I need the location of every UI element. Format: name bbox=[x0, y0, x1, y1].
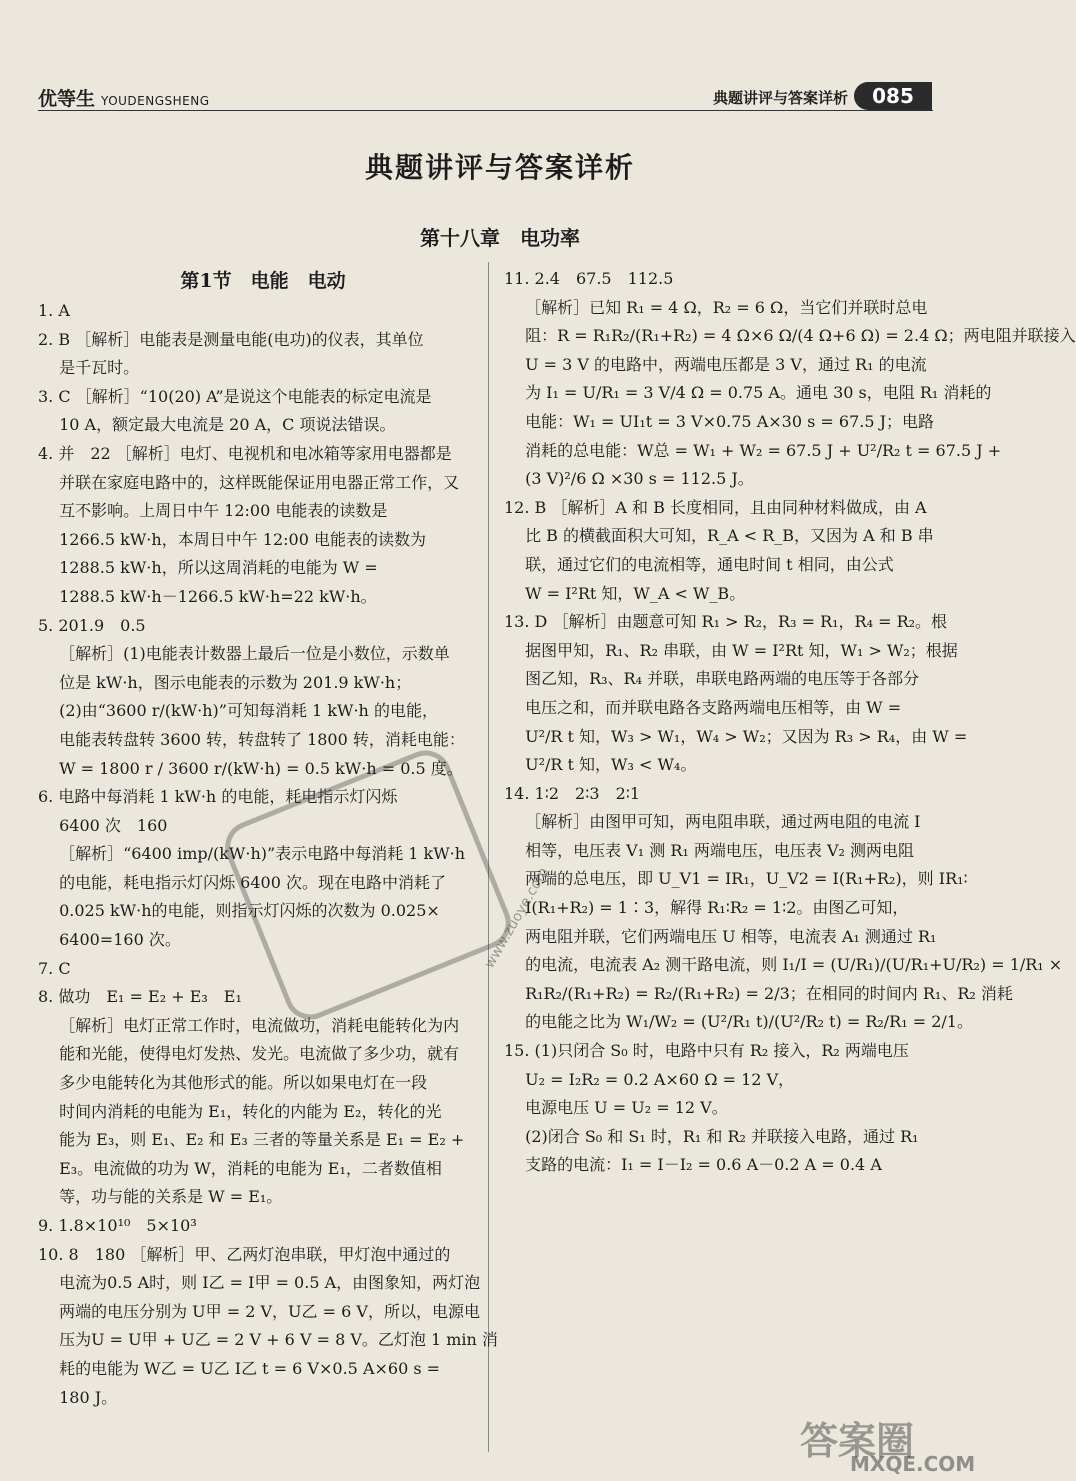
answer-line: 14. 1∶2 2∶3 2∶1 bbox=[504, 783, 641, 803]
watermark-url: MXQE.COM bbox=[850, 1452, 976, 1476]
answer-line: 6. 电路中每消耗 1 kW·h 的电能，耗电指示灯闪烁 bbox=[38, 787, 398, 807]
answer-line: R₁R₂/(R₁+R₂) = R₂/(R₁+R₂) = 2/3；在相同的时间内 R₁、R₂ 消耗 bbox=[504, 983, 1013, 1003]
answer-line: W = 1800 r / 3600 r/(kW·h) = 0.5 kW·h = 0.5 度。 bbox=[38, 758, 463, 778]
brand-name-en: YOUDENGSHENG bbox=[101, 94, 210, 108]
answer-line: 10 A，额定最大电流是 20 A，C 项说法错误。 bbox=[38, 415, 396, 435]
answer-line: 两端的总电压，即 U_V1 = IR₁，U_V2 = I(R₁+R₂)，则 IR₁∶ bbox=[504, 869, 968, 889]
answer-line: 比 B 的横截面积大可知，R_A < R_B，又因为 A 和 B 串 bbox=[504, 526, 934, 546]
answer-line: 5. 201.9 0.5 bbox=[38, 615, 146, 635]
answer-line: 的电流，电流表 A₂ 测干路电流，则 I₁/I = (U/R₁)/(U/R₁+U/R₂) = 1/R₁ × bbox=[504, 955, 1063, 975]
watermark-brand: 答案圈 bbox=[800, 1419, 915, 1463]
brand-logo bbox=[38, 84, 210, 111]
answer-line: 4. 并 22 ［解析］电灯、电视机和电冰箱等家用电器都是 bbox=[38, 443, 452, 463]
answer-line: 阻：R = R₁R₂/(R₁+R₂) = 4 Ω×6 Ω/(4 Ω+6 Ω) = 2.4 Ω；两电阻并联接入 bbox=[504, 326, 1076, 346]
answer-line: ［解析］已知 R₁ = 4 Ω，R₂ = 6 Ω，当它们并联时总电 bbox=[504, 297, 928, 317]
answer-line: ［解析］由图甲可知，两电阻串联，通过两电阻的电流 I bbox=[504, 812, 921, 832]
header-divider bbox=[38, 110, 933, 111]
answer-line: 1266.5 kW·h，本周日中午 12:00 电能表的读数为 bbox=[38, 529, 426, 549]
answer-line: 7. C bbox=[38, 958, 71, 978]
answer-line: U²/R t 知，W₃ < W₄。 bbox=[504, 755, 697, 775]
brand-name: 优等生 bbox=[38, 88, 96, 110]
answer-line: U₂ = I₂R₂ = 0.2 A×60 Ω = 12 V， bbox=[504, 1069, 795, 1089]
answer-line: 等，功与能的关系是 W = E₁。 bbox=[38, 1187, 283, 1207]
answer-line: U²/R t 知，W₃ > W₁，W₄ > W₂；又因为 R₃ > R₄，由 W = bbox=[504, 726, 968, 746]
page-header bbox=[38, 84, 960, 110]
answer-line: 13. D ［解析］由题意可知 R₁ > R₂，R₃ = R₁，R₄ = R₂。根 bbox=[504, 612, 948, 632]
answer-line: 图乙知，R₃、R₄ 并联，串联电路两端的电压等于各部分 bbox=[504, 669, 920, 689]
answer-line: 0.025 kW·h的电能，则指示灯闪烁的次数为 0.025× bbox=[38, 901, 440, 921]
answer-line: W = I²Rt 知，W_A < W_B。 bbox=[504, 583, 746, 603]
answer-line: 2. B ［解析］电能表是测量电能(电功)的仪表，其单位 bbox=[38, 329, 424, 349]
answer-line: (2)闭合 S₀ 和 S₁ 时，R₁ 和 R₂ 并联接入电路，通过 R₁ bbox=[504, 1126, 919, 1146]
answer-line: 联，通过它们的电流相等，通电时间 t 相同，由公式 bbox=[504, 554, 894, 574]
answer-line: 消耗的总电能：W总 = W₁ + W₂ = 67.5 J + U²/R₂ t = 67.5 J + bbox=[504, 440, 1002, 460]
answer-line: 时间内消耗的电能为 E₁，转化的内能为 E₂，转化的光 bbox=[38, 1101, 442, 1121]
right-column bbox=[504, 265, 1076, 1180]
answer-line: 8. 做功 E₁ = E₂ + E₃ E₁ bbox=[38, 987, 242, 1007]
answer-line: 两端的电压分别为 U甲 = 2 V，U乙 = 6 V，所以，电源电 bbox=[38, 1301, 480, 1321]
answer-line: 的电能之比为 W₁/W₂ = (U²/R₁ t)/(U²/R₂ t) = R₂/R₁ = 2/1。 bbox=[504, 1012, 973, 1032]
answer-line: 互不影响。上周日中午 12:00 电能表的读数是 bbox=[38, 501, 388, 521]
answer-line: 支路的电流：I₁ = I－I₂ = 0.6 A－0.2 A = 0.4 A bbox=[504, 1155, 882, 1175]
answer-line: ［解析］“6400 imp/(kW·h)”表示电路中每消耗 1 kW·h bbox=[38, 844, 466, 864]
answer-line: 3. C ［解析］“10(20) A”是说这个电能表的标定电流是 bbox=[38, 386, 432, 406]
answer-line: (2)由“3600 r/(kW·h)”可知每消耗 1 kW·h 的电能， bbox=[38, 701, 438, 721]
answer-line: 1288.5 kW·h－1266.5 kW·h=22 kW·h。 bbox=[38, 586, 377, 606]
answer-line: 电能：W₁ = UI₁t = 3 V×0.75 A×30 s = 67.5 J；电路 bbox=[504, 411, 935, 431]
chapter-title: 第十八章 电功率 bbox=[420, 226, 580, 250]
answer-line: 11. 2.4 67.5 112.5 bbox=[504, 269, 674, 288]
answer-line: 的电能，耗电指示灯闪烁 6400 次。现在电路中消耗了 bbox=[38, 872, 446, 892]
header-title: 典题讲评与答案详析 bbox=[712, 89, 848, 107]
page-title: 典题讲评与答案详析 bbox=[364, 151, 635, 184]
answer-line: 180 J。 bbox=[38, 1387, 118, 1407]
answer-line: 压为U = U甲 + U乙 = 2 V + 6 V = 8 V。乙灯泡 1 min 消 bbox=[38, 1330, 498, 1350]
answer-line: 6400=160 次。 bbox=[38, 930, 181, 950]
answer-line: 电能表转盘转 3600 转，转盘转了 1800 转，消耗电能： bbox=[38, 729, 465, 749]
answer-line: 10. 8 180 ［解析］甲、乙两灯泡串联，甲灯泡中通过的 bbox=[38, 1244, 451, 1264]
answer-line: 6400 次 160 bbox=[38, 815, 168, 835]
answer-line: 15. (1)只闭合 S₀ 时，电路中只有 R₂ 接入，R₂ 两端电压 bbox=[504, 1041, 909, 1061]
answer-line: 是千瓦时。 bbox=[38, 358, 140, 378]
answer-line: E₃。电流做的功为 W，消耗的电能为 E₁，二者数值相 bbox=[38, 1158, 442, 1178]
answer-line: ［解析］电灯正常工作时，电流做功，消耗电能转化为内 bbox=[38, 1015, 460, 1035]
answer-line: 相等，电压表 V₁ 测 R₁ 两端电压，电压表 V₂ 测两电阻 bbox=[504, 840, 915, 860]
answer-line: 电源电压 U = U₂ = 12 V。 bbox=[504, 1098, 728, 1118]
answer-line: ［解析］(1)电能表计数器上最后一位是小数位，示数单 bbox=[38, 644, 450, 664]
answer-line: I(R₁+R₂) = 1∶3，解得 R₁∶R₂ = 1∶2。由图乙可知， bbox=[504, 898, 909, 918]
answer-line: U = 3 V 的电路中，两端电压都是 3 V，通过 R₁ 的电流 bbox=[504, 354, 927, 374]
answer-line: 两电阻并联，它们两端电压 U 相等，电流表 A₁ 测通过 R₁ bbox=[504, 926, 937, 946]
answer-line: 位是 kW·h，图示电能表的示数为 201.9 kW·h； bbox=[38, 672, 412, 692]
answer-line: 能为 E₃，则 E₁、E₂ 和 E₃ 三者的等量关系是 E₁ = E₂ + bbox=[38, 1130, 465, 1150]
answer-line: 据图甲知，R₁、R₂ 串联，由 W = I²Rt 知，W₁ > W₂；根据 bbox=[504, 640, 958, 660]
column-divider bbox=[488, 262, 489, 1452]
answer-line: 12. B ［解析］A 和 B 长度相同，且由同种材料做成，由 A bbox=[504, 497, 927, 517]
answer-line: 电流为0.5 A时，则 I乙 = I甲 = 0.5 A，由图象知，两灯泡 bbox=[38, 1273, 481, 1293]
answer-line: 能和光能，使得电灯发热、发光。电流做了多少功，就有 bbox=[38, 1044, 460, 1064]
answer-line: 为 I₁ = U/R₁ = 3 V/4 Ω = 0.75 A。通电 30 s，电阻 R₁ 消耗的 bbox=[504, 383, 992, 403]
page-number-badge: 085 bbox=[854, 82, 932, 110]
answer-line: 1. A bbox=[38, 301, 70, 320]
section-title: 第1节 电能 电动 bbox=[180, 270, 346, 292]
answer-line: 耗的电能为 W乙 = U乙 I乙 t = 6 V×0.5 A×60 s = bbox=[38, 1358, 441, 1378]
answer-line: (3 V)²/6 Ω ×30 s = 112.5 J。 bbox=[504, 469, 754, 489]
answer-line: 多少电能转化为其他形式的能。所以如果电灯在一段 bbox=[38, 1073, 428, 1093]
answer-line: 并联在家庭电路中的，这样既能保证用电器正常工作，又 bbox=[38, 472, 460, 492]
answer-line: 1288.5 kW·h，所以这周消耗的电能为 W = bbox=[38, 558, 378, 578]
answer-line: 电压之和，而并联电路各支路两端电压相等，由 W = bbox=[504, 697, 902, 717]
stamp-site-text: www.zuoye.com bbox=[481, 864, 553, 972]
answer-line: 9. 1.8×10¹⁰ 5×10³ bbox=[38, 1216, 197, 1235]
